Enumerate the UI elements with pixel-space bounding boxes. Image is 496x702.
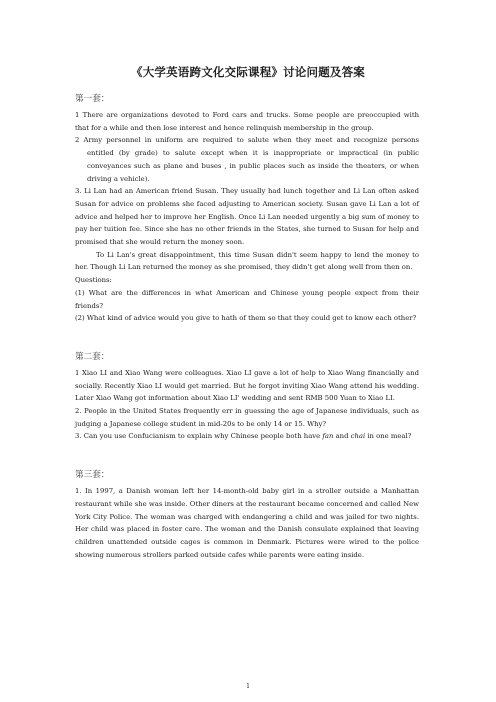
set-1-item-1: 1 There are organizations devoted to Ford cars and trucks. Some people are preoccupied with that for a while and then lose interest and hence relinquish membership in the group. [75, 111, 419, 132]
set-2-item-3-fan: fan [322, 432, 334, 441]
set-1-question-2: (2) What kind of advice would you give to hath of them so that they could get to know each other? [75, 314, 417, 323]
set-1-item-3-continued: To Li Lan's great disappointment, this time Susan didn't seem happy to lend the money to her. Though Li Lan returned the money as she promised, they didn't get along well from then on. [75, 250, 419, 272]
set-1-item-3: 3. Li Lan had an American friend Susan. They usually had lunch together and Li Lan often asked Susan for advice on problems she faced adjusting to American society. Susan gave Li Lan a lot of advice and helped her to improve her English. Once Li Lan needed urgently a big sum of money to pay her tuition fee. Since she has no other friends in the States, she turned to Susan for help and promised that she would return the money soon. [75, 187, 419, 247]
set-1-question-1: (1) What are the differences in what American and Chinese young people expect from their friends? [75, 288, 419, 310]
set-2-item-3-chai: chai [350, 432, 366, 441]
set-2-item-2: 2. People in the United States frequently err in guessing the age of Japanese individuals, such as judging a Japanese college student in mid-20s to be only 14 or 15. Why? [75, 407, 419, 428]
document-body [75, 93, 419, 561]
set-3-item-1: 1. In 1997, a Danish woman left her 14-month-old baby girl in a stroller outside a Manhattan restaurant while she was inside. Other diners at the restaurant became concerned and called New York City Police. The woman was charged with endangering a child and was jailed for two nights. Her child was placed in foster care. The woman and the Danish consulate explained that leaving children unattended outside cages is common in Denmark. Pictures were wired to the police showing numerous strollers parked outside cafes while parents were eating inside. [75, 487, 419, 559]
set-3-heading: 第三套： [75, 470, 110, 481]
set-2-item-3-text-a: 3. Can you use Confucianism to explain why Chinese people both have [75, 432, 323, 441]
set-1-questions-label: Questions: [75, 276, 112, 285]
set-2-item-3-text-c: in one meal? [365, 432, 412, 441]
set-1-item-2: 2 Army personnel in uniform are required to salute when they meet and recognize persons entitled (by grade) to salute except when it is inappropriate or impractical (in public conveyances such as plane and buses , in public places such as inside the theaters, or when driving a vehicle). [75, 136, 419, 183]
set-1-heading: 第一套： [75, 94, 110, 104]
set-2-item-1: 1 Xiao LI and Xiao Wang were colleagues. Xiao LI gave a lot of help to Xiao Wang financially and socially. Recently Xiao LI would get married. But he forgot inviting Xiao Wang attend his wedding. Later Xiao Wang got information about Xiao LI' wedding and sent RMB 500 Yuan to Xiao LI. [75, 368, 419, 403]
document-title: 《大学英语跨文化交际课程》讨论问题及答案 [131, 65, 365, 79]
set-2-item-3-text-b: and [333, 432, 351, 441]
set-2-item-3 [75, 430, 419, 443]
page-number: 1 [246, 683, 250, 690]
set-2-heading: 第二套： [75, 351, 110, 362]
